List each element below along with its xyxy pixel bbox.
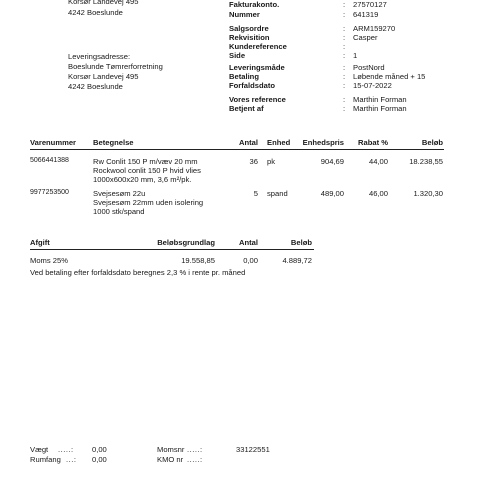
info-value-nummer: 641319 (353, 10, 379, 19)
info-colon: : (343, 33, 346, 42)
row-enhed: pk (267, 157, 276, 166)
tax-row-antal: 0,00 (243, 256, 258, 265)
tax-row-grundlag: 19.558,85 (181, 256, 215, 265)
info-colon: : (343, 42, 346, 51)
info-colon: : (343, 0, 346, 9)
row-belob: 1.320,30 (413, 189, 443, 198)
info-colon: : (343, 104, 346, 113)
info-label-rekvisition: Rekvisition (229, 33, 270, 42)
row-enhedspris: 904,69 (320, 157, 344, 166)
footer-dots: ...: (66, 455, 77, 464)
info-value-leveringsmaade: PostNord (353, 63, 385, 72)
tax-header-divider (30, 249, 314, 250)
info-label-betjent-af: Betjent af (229, 104, 264, 113)
footer-label-kmo: KMO nr (157, 455, 184, 464)
info-label-vores-reference: Vores reference (229, 95, 286, 104)
delivery-name: Boeslunde Tømrerforretning (68, 62, 163, 71)
info-value-rekvisition: Casper (353, 33, 378, 42)
tax-row-belob: 4.889,72 (282, 256, 312, 265)
col-header-betegnelse: Betegnelse (93, 138, 134, 147)
row-antal: 5 (253, 189, 258, 198)
footer-value-vaegt: 0,00 (92, 445, 107, 454)
tax-header-afgift: Afgift (30, 238, 50, 247)
info-value-betjent-af: Marthin Forman (353, 104, 407, 113)
tax-header-antal: Antal (239, 238, 258, 247)
tax-header-grundlag: Beløbsgrundlag (157, 238, 215, 247)
footer-dots: .....: (187, 455, 203, 464)
info-label-fakturakonto: Fakturakonto. (229, 0, 280, 9)
row-description-line: 1000 stk/spand (93, 207, 145, 216)
delivery-street: Korsør Landevej 495 (68, 72, 139, 81)
info-colon: : (343, 63, 346, 72)
tax-row-afgift: Moms 25% (30, 256, 68, 265)
info-label-forfaldsdato: Forfaldsdato (229, 81, 275, 90)
info-colon: : (343, 10, 346, 19)
interest-note: Ved betaling efter forfaldsdato beregnes 2,3 % i rente pr. måned (30, 268, 246, 277)
footer-dots: .....: (187, 445, 203, 454)
info-colon: : (343, 72, 346, 81)
table-header-divider (30, 149, 444, 150)
info-value-salgsordre: ARM159270 (353, 24, 396, 33)
delivery-label: Leveringsadresse: (68, 52, 131, 61)
info-value-forfaldsdato: 15-07-2022 (353, 81, 392, 90)
footer-value-momsnr: 33122551 (236, 445, 270, 454)
footer-value-rumfang: 0,00 (92, 455, 107, 464)
info-value-betaling: Løbende måned + 15 (353, 72, 426, 81)
row-description-line: Rockwool conlit 150 P hvid vlies (93, 166, 201, 175)
row-enhed: spand (267, 189, 288, 198)
info-label-kundereference: Kundereference (229, 42, 287, 51)
row-rabat: 44,00 (368, 157, 388, 166)
info-label-betaling: Betaling (229, 72, 259, 81)
info-label-side: Side (229, 51, 246, 60)
col-header-varenummer: Varenummer (30, 138, 77, 147)
info-label-salgsordre: Salgsordre (229, 24, 269, 33)
col-header-rabat: Rabat % (358, 138, 388, 147)
col-header-enhedspris: Enhedspris (302, 138, 344, 147)
footer-label-vaegt: Vægt (30, 445, 49, 454)
row-antal: 36 (249, 157, 258, 166)
col-header-antal: Antal (239, 138, 258, 147)
row-description-line: Rw Conlit 150 P m/væv 20 mm (93, 157, 198, 166)
col-header-enhed: Enhed (267, 138, 291, 147)
footer-label-rumfang: Rumfang (30, 455, 61, 464)
info-colon: : (343, 51, 346, 60)
row-description-line: Svejsesøm 22mm uden isolering (93, 198, 204, 207)
row-varenummer: 9977253500 (30, 189, 69, 196)
info-colon: : (343, 81, 346, 90)
row-description-line: Svejsesøm 22u (93, 189, 146, 198)
info-value-vores-reference: Marthin Forman (353, 95, 407, 104)
info-label-leveringsmaade: Leveringsmåde (229, 63, 285, 72)
row-enhedspris: 489,00 (320, 189, 344, 198)
row-belob: 18.238,55 (409, 157, 443, 166)
info-value-fakturakonto: 27570127 (353, 0, 387, 9)
info-label-nummer: Nummer (229, 10, 260, 19)
row-rabat: 46,00 (368, 189, 388, 198)
row-description-line: 1000x600x20 mm, 3,6 m²/pk. (93, 175, 192, 184)
delivery-city: 4242 Boeslunde (68, 82, 123, 91)
row-varenummer: 5066441388 (30, 157, 69, 164)
customer-city: 4242 Boeslunde (68, 8, 123, 17)
info-colon: : (343, 24, 346, 33)
col-header-belob: Beløb (421, 138, 443, 147)
info-colon: : (343, 95, 346, 104)
footer-label-momsnr: Momsnr (157, 445, 185, 454)
footer-dots: .....: (58, 445, 74, 454)
tax-header-belob: Beløb (290, 238, 312, 247)
info-value-side: 1 (353, 51, 358, 60)
customer-street: Korsør Landevej 495 (68, 0, 139, 6)
